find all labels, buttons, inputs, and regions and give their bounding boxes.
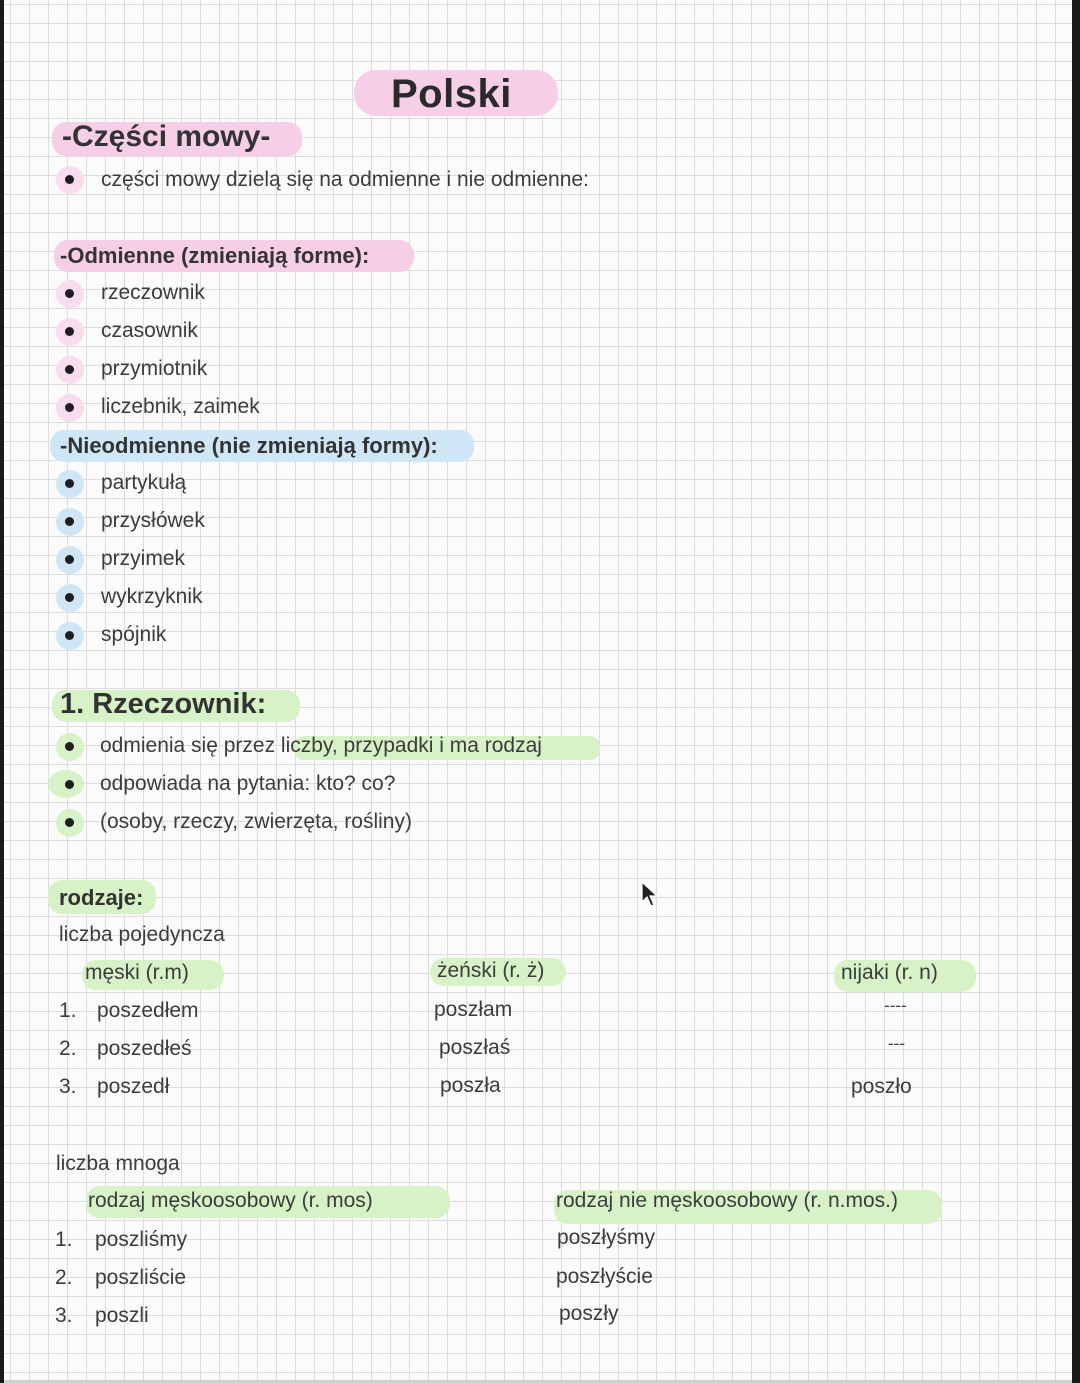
row-number: 3. (55, 1304, 73, 1327)
list-item: odpowiada na pytania: kto? co? (100, 772, 396, 795)
table-cell: poszłam (434, 998, 513, 1021)
table-cell: poszliśmy (95, 1228, 188, 1251)
list-item: liczebnik, zaimek (101, 395, 260, 418)
list-item: przymiotnik (101, 357, 208, 380)
bullet-icon (65, 780, 74, 789)
bullet-icon (65, 631, 74, 640)
parts-heading: -Części mowy- (62, 120, 271, 153)
list-item: partykułą (101, 471, 187, 494)
bullet-icon (65, 289, 74, 298)
mouse-cursor-icon (640, 880, 660, 910)
table-cell: poszedł (97, 1075, 170, 1098)
bullet-icon (65, 175, 74, 184)
rodzaje-heading: rodzaje: (59, 885, 144, 910)
row-number: 1. (59, 999, 77, 1022)
table-cell: poszłaś (439, 1036, 511, 1059)
bullet-icon (65, 555, 74, 564)
notebook-page (4, 0, 1072, 1383)
table-cell: poszła (440, 1074, 501, 1097)
column-header-masculine: męski (r.m) (85, 961, 189, 984)
column-header-non-masculine-personal: rodzaj nie męskoosobowy (r. n.mos.) (556, 1189, 898, 1212)
odmienne-heading: -Odmienne (zmieniają forme): (60, 243, 370, 268)
row-number: 1. (55, 1228, 73, 1251)
singular-label: liczba pojedyncza (59, 923, 225, 946)
row-number: 3. (59, 1075, 77, 1098)
bullet-icon (65, 742, 74, 751)
list-item: spójnik (101, 623, 167, 646)
table-cell: poszliście (95, 1266, 187, 1289)
list-item: wykrzyknik (101, 585, 203, 608)
column-header-neuter: nijaki (r. n) (841, 961, 938, 984)
table-cell: poszli (95, 1304, 149, 1327)
rzeczownik-heading: 1. Rzeczownik: (60, 688, 267, 720)
bullet-icon (65, 327, 74, 336)
table-cell: poszły (559, 1302, 619, 1325)
parts-intro: części mowy dzielą się na odmienne i nie odmienne: (101, 168, 589, 191)
nieodmienne-heading: -Nieodmienne (nie zmieniają formy): (60, 433, 438, 458)
bullet-icon (65, 479, 74, 488)
bullet-icon (65, 517, 74, 526)
bullet-icon (65, 403, 74, 412)
list-item: przysłówek (101, 509, 205, 532)
table-cell: poszedłeś (97, 1037, 192, 1060)
bullet-icon (65, 365, 74, 374)
list-item: przyimek (101, 547, 186, 570)
table-cell: poszedłem (97, 999, 199, 1022)
table-cell: poszłyśmy (557, 1226, 656, 1249)
table-cell: poszłyście (556, 1265, 653, 1288)
row-number: 2. (55, 1266, 73, 1289)
list-item: odmienia się przez liczby, przypadki i ma rodzaj (100, 734, 542, 757)
table-cell: poszło (851, 1075, 912, 1098)
row-number: 2. (59, 1037, 77, 1060)
list-item: (osoby, rzeczy, zwierzęta, rośliny) (100, 810, 412, 833)
table-cell: ---- (884, 996, 907, 1015)
bullet-icon (65, 593, 74, 602)
list-item: czasownik (101, 319, 198, 342)
list-item: rzeczownik (101, 281, 205, 304)
bullet-icon (65, 818, 74, 827)
column-header-feminine: żeński (r. ż) (437, 959, 545, 982)
page-title: Polski (391, 72, 512, 116)
column-header-masculine-personal: rodzaj męskoosobowy (r. mos) (88, 1189, 373, 1212)
plural-label: liczba mnoga (56, 1152, 180, 1175)
table-cell: --- (888, 1034, 905, 1053)
